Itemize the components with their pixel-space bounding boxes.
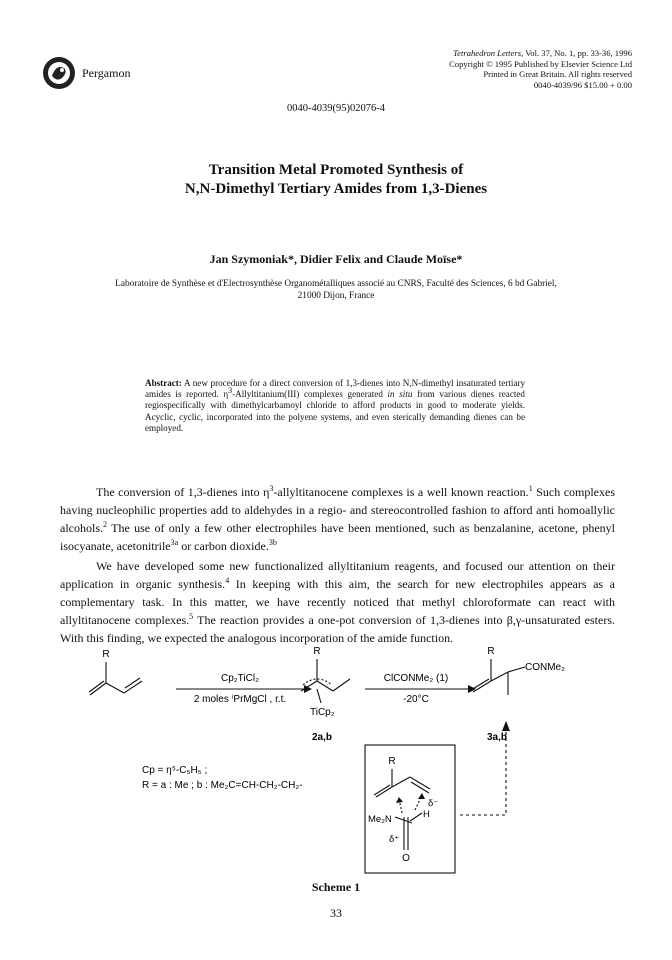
h-label: H [423,809,430,820]
paper-title [0,161,672,199]
pergamon-logo [42,56,76,90]
doi: 0040-4039(95)02076-4 [287,103,385,114]
p1-sup-a: 3 [269,484,274,493]
paragraph-2 [60,557,615,647]
journal-info [449,48,632,90]
abstract-label: Abstract: [145,378,182,388]
affiliation [70,278,602,302]
printed-line: Printed in Great Britain. All rights reserved [483,69,632,80]
journal-volume: , Vol. 37, No. 1, pp. 33-36, 1996 [521,48,632,58]
abstract-text-3: from various dienes reacted regiospecifically with dimethylcarbamoyl chloride to afford products in good to moderate yields. Acyclic, cyclic, incorporated into the polyene systems, and even sterically demanding dienes can be employed. [145,389,525,433]
reagent-2-bottom: -20°C [403,694,429,705]
reagent-1-top: Cp₂TiCl₂ [221,673,259,684]
ticp2-label: TiCp₂ [310,707,335,718]
p1-b: -allyltitanocene complexes is a well known reaction. [273,485,529,499]
p1-sup-c: 2 [103,520,107,529]
journal-name: Tetrahedron Letters [453,48,522,58]
me2n-label: Me₂N [368,814,392,825]
p2-c: The reaction provides a one-pot conversion of 1,3-dienes into β,γ-unsaturated esters. With this finding, we expected the analogous incorporation of the amide function. [60,613,615,645]
r-label-3: R [487,646,495,657]
title-line-1: Transition Metal Promoted Synthesis of [208,162,464,178]
publisher-name: Pergamon [82,66,131,80]
cp-definition: Cp = η⁵-C₅H₅ ; [142,765,208,776]
r-label-ts: R [388,756,396,767]
p1-d: The use of only a few other electrophiles have been mentioned, such as benzalanine, acetone, phenyl isocyanate, acetonitrile [60,521,615,553]
abstract-text-1: A new procedure for a direct conversion of 1,3-dienes into N,N-dimethyl insaturated tertiary amides is reported. η [145,378,525,400]
compound-2-label: 2a,b [311,732,333,743]
p2-b: In keeping with this aim, the search for new electrophiles appears as a complementary task. In this matter, we have recently noticed that methyl chloroformate can react with allyltitanocene complexes. [60,577,616,627]
o-label: O [402,853,410,864]
paragraph-1 [60,483,615,555]
r-definition: R = a : Me ; b : Me₂C=CH-CH₂-CH₂- [142,780,303,791]
issn-line: 0040-4039/96 $15.00 + 0.00 [533,79,632,90]
authors: Jan Szymoniak*, Didier Felix and Claude Moïse* [209,252,463,266]
p1-sup-d: 3a [170,538,179,547]
compound-3-label: 3a,b [486,732,508,743]
scheme-1-diagram [60,645,620,880]
body-text [60,483,615,647]
abstract-sup: 3 [228,386,233,396]
abstract-italic: in situ [387,389,413,400]
p1-a: The conversion of 1,3-dienes into η [96,485,270,499]
conme2-label: CONMe₂ [525,662,565,673]
reagent-1-bottom: 2 moles ⁱPrMgCl , r.t. [193,694,287,705]
p1-c: Such complexes having nucleophilic properties add to aldehydes in a regio- and stereocontrolled fashion to afford anti homoallylic alcohols. [60,485,616,535]
r-label-1: R [102,649,110,660]
scheme-caption: Scheme 1 [311,880,361,894]
title-line-2: N,N-Dimethyl Tertiary Amides from 1,3-Dienes [184,181,488,197]
abstract-text-2: -Allyltitanium(III) complexes generated [232,389,388,400]
copyright-line: Copyright © 1995 Published by Elsevier Science Ltd [449,58,632,69]
r-label-2: R [313,646,321,657]
reagent-2-top: ClCONMe₂ (1) [383,673,449,684]
page-number: 33 [330,906,342,920]
p1-sup-e: 3b [268,538,277,547]
delta-minus-label: δ⁻ [428,798,439,809]
delta-plus-label: δ⁺ [389,834,400,845]
affiliation-line-2: 21000 Dijon, France [297,291,375,301]
p2-a: We have developed some new functionalized allyltitanium reagents, and focused our attention on their application in organic synthesis. [60,559,615,591]
p2-sup-a: 4 [225,576,230,585]
p1-e: or carbon dioxide. [178,539,269,553]
p2-sup-b: 5 [189,612,194,621]
abstract [145,378,525,434]
affiliation-line-1: Laboratoire de Synthèse et d'Electrosynthèse Organométalliques associé au CNRS, Faculté des Sciences, 6 bd Gabriel, [115,279,557,289]
p1-sup-b: 1 [528,484,533,493]
